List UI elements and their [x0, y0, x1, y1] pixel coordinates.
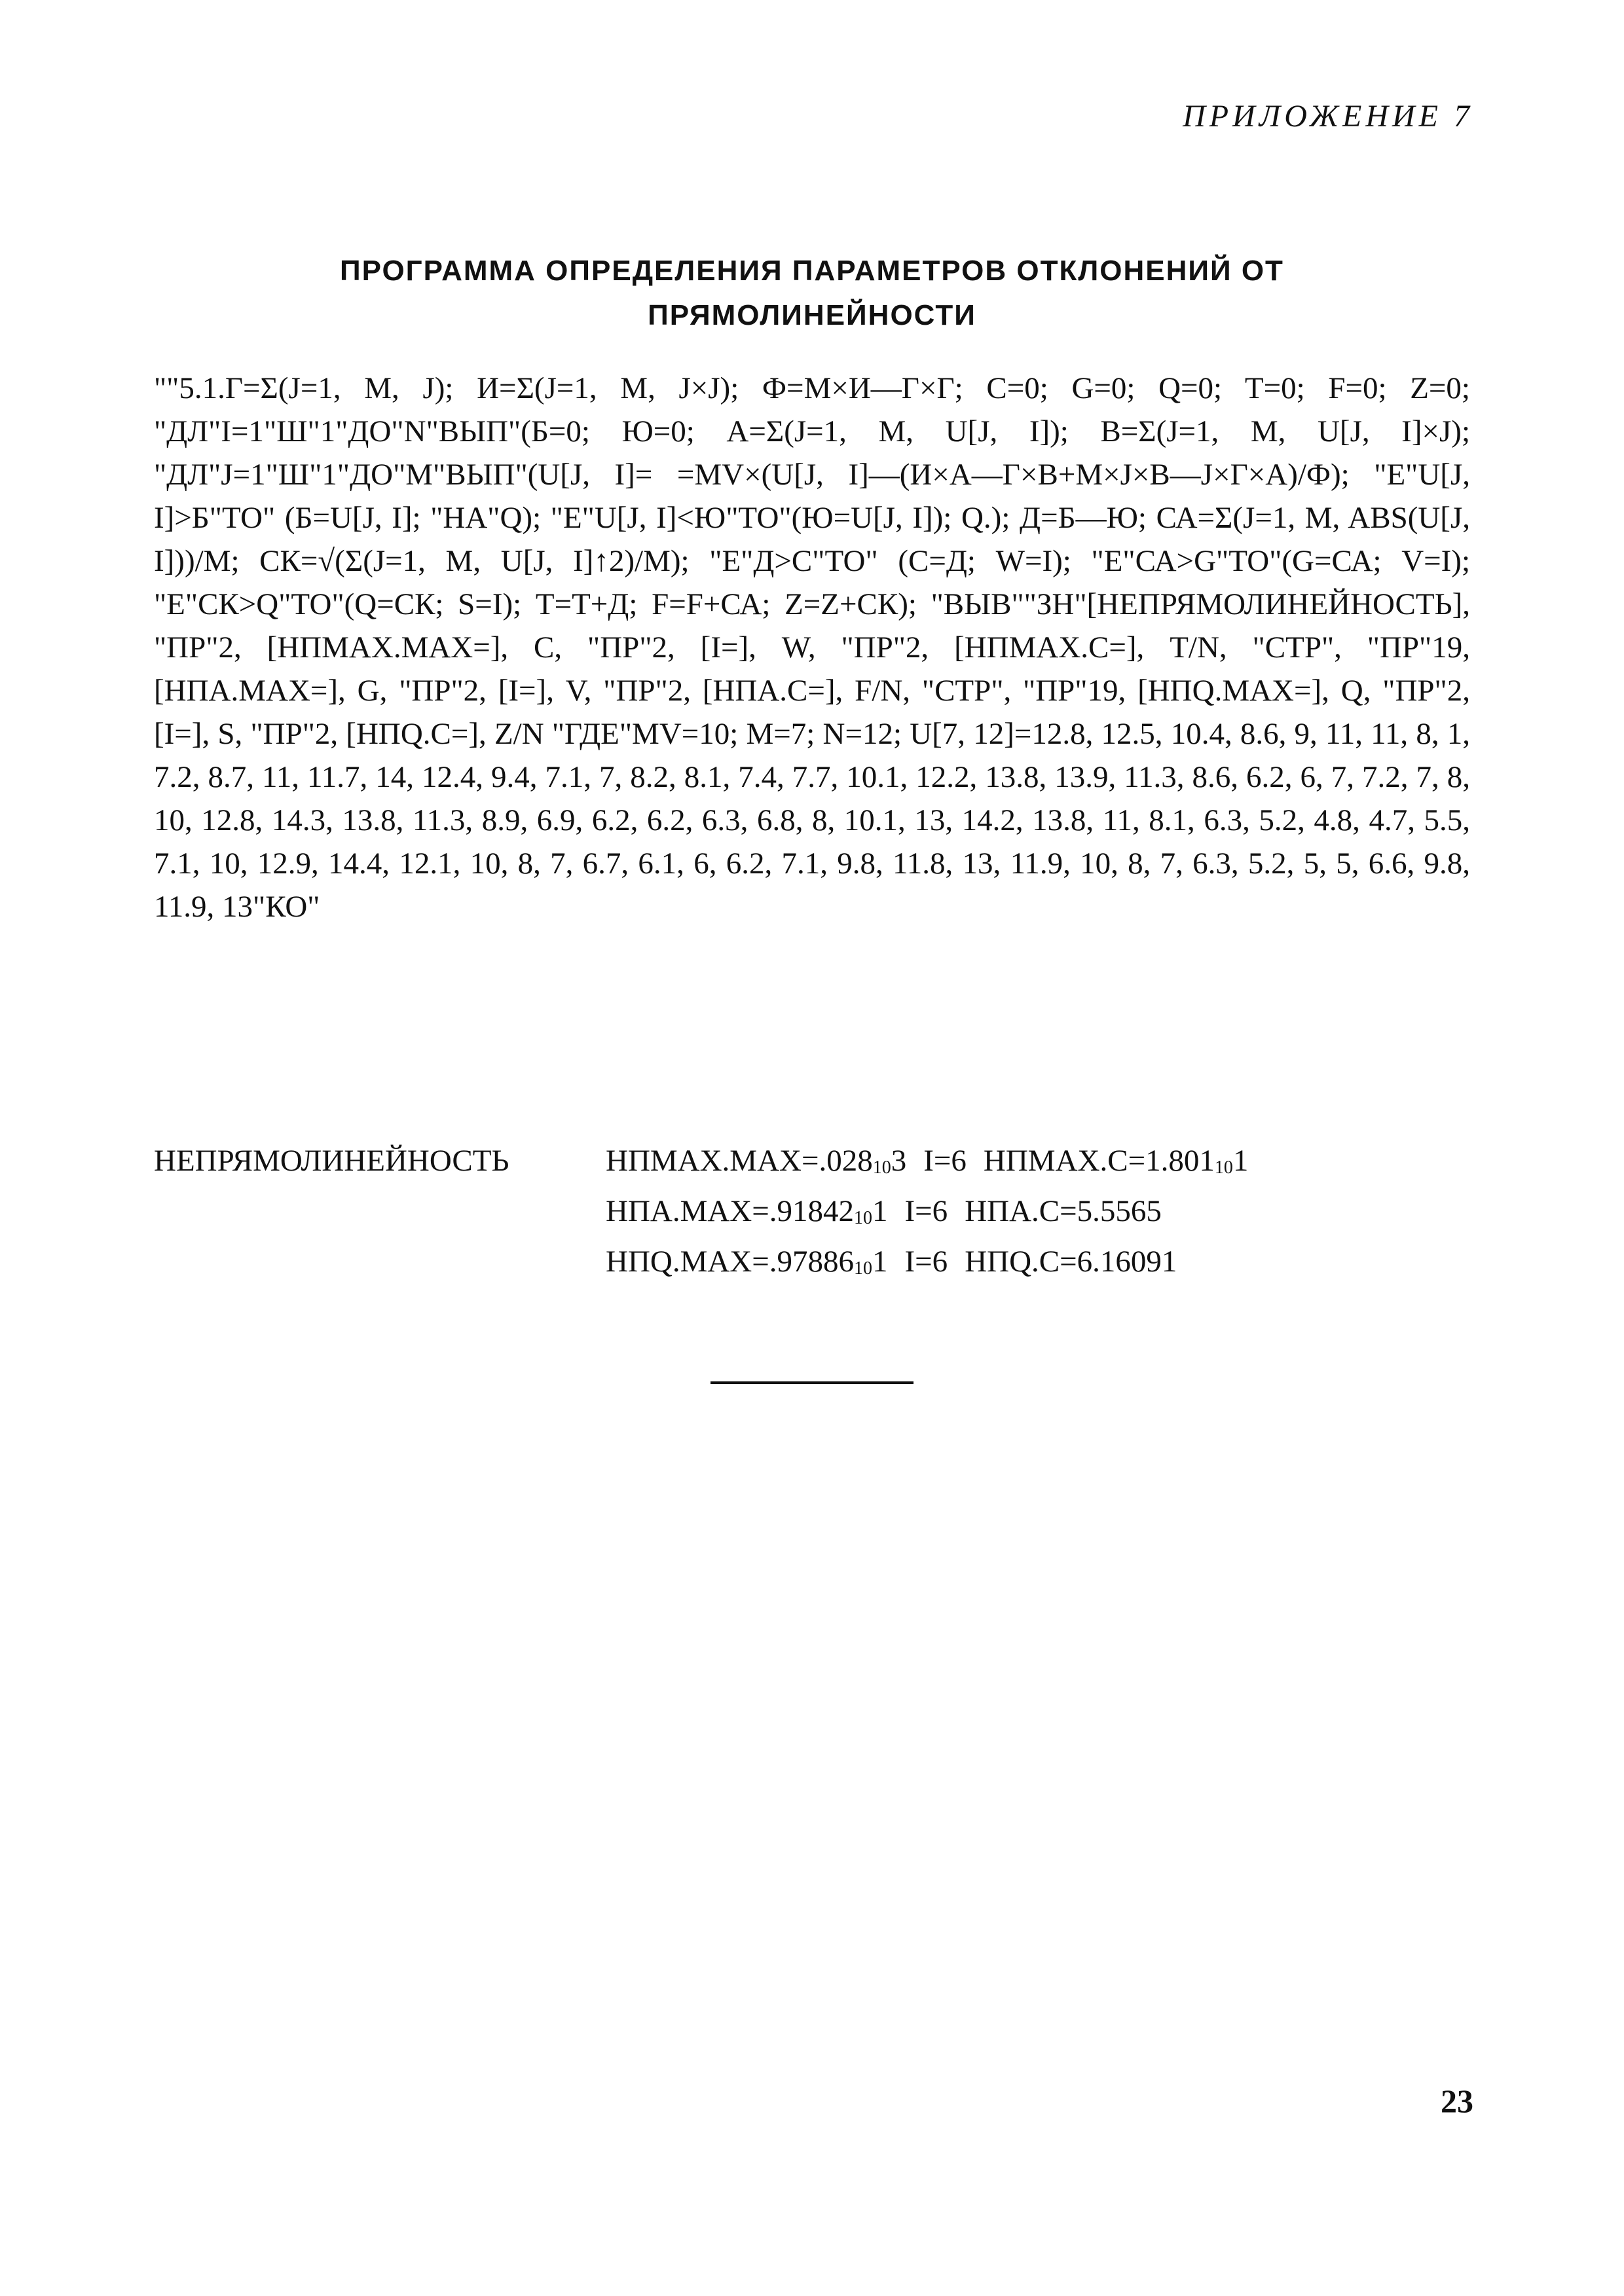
result-indent	[154, 1240, 606, 1290]
result-mean: $НПМАХ.С=1.801_{10}1$	[983, 1144, 1249, 1178]
title-line-1: ПРОГРАММА ОПРЕДЕЛЕНИЯ ПАРАМЕТРОВ ОТКЛОНЕНИЙ ОТ	[340, 255, 1284, 287]
result-indent	[154, 1190, 606, 1240]
title-line-2: ПРЯМОЛИНЕЙНОСТИ	[648, 299, 976, 331]
result-row-2	[154, 1190, 1470, 1240]
result-max: $НПА.МАХ=.91842_{10}1$	[606, 1194, 888, 1228]
result-max: $НПМАХ.МАХ=.028_{10}3$	[606, 1144, 907, 1178]
result-index: I=6	[904, 1245, 948, 1279]
page-number: 23	[1441, 2083, 1473, 2119]
result-row-3	[154, 1240, 1470, 1290]
document-title	[170, 249, 1454, 338]
results-block	[154, 1139, 1470, 1290]
result-index: I=6	[923, 1144, 967, 1178]
result-max: $НПQ.МАХ=.97886_{10}1$	[606, 1245, 888, 1279]
result-index: I=6	[904, 1194, 948, 1228]
program-listing: ""5.1.Г=Σ(J=1, M, J); И=Σ(J=1, M, J×J); Ф=M×И—Г×Г; С=0; G=0; Q=0; T=0; F=0; Z=0; "ДЛ"I=1"Ш"1"ДО"N"ВЫП"(Б=0; Ю=0; А=Σ(J=1, M, U[J, I]); В=Σ(J=1, M, U[J, I]×J); "ДЛ"J=1"Ш"1"ДО"M"ВЫП"(U[J, I]= =MV×(U[J, I]—(И×А—Г×В+M×J×В—J×Г×А)/Ф); "Е"U[J, I]>Б"ТО" (Б=U[J, I]; "НА"Q); "Е"U[J, I]<Ю"ТО"(Ю=U[J, I]); Q.); Д=Б—Ю; СА=Σ(J=1, M, ABS(U[J, I]))/M; СК=√(Σ(J=1, M, U[J, I]↑2)/M); "Е"Д>С"ТО" (С=Д; W=I); "Е"СА>G"ТО"(G=СА; V=I); "Е"СК>Q"ТО"(Q=СК; S=I); T=T+Д; F=F+СА; Z=Z+СК); "ВЫВ""ЗН"[НЕПРЯМОЛИНЕЙНОСТЬ], "ПР"2, [НПМАХ.МАХ=], С, "ПР"2, [I=], W, "ПР"2, [НПМАХ.С=], T/N, "СТР", "ПР"19, [НПА.МАХ=], G, "ПР"2, [I=], V, "ПР"2, [НПА.С=], F/N, "СТР", "ПР"19, [НПQ.МАХ=], Q, "ПР"2, [I=], S, "ПР"2, [НПQ.С=], Z/N "ГДЕ"MV=10; M=7; N=12; U[7, 12]=12.8, 12.5, 10.4, 8.6, 9, 11, 11, 8, 1, 7.2, 8.7, 11, 11.7, 14, 12.4, 9.4, 7.1, 7, 8.2, 8.1, 7.4, 7.7, 10.1, 12.2, 13.8, 13.9, 11.3, 8.6, 6.2, 6, 7, 7.2, 7, 8, 10, 12.8, 14.3, 13.8, 11.3, 8.9, 6.9, 6.2, 6.2, 6.3, 6.8, 8, 10.1, 13, 14.2, 13.8, 11, 8.1, 6.3, 5.2, 4.8, 4.7, 5.5, 7.1, 10, 12.9, 14.4, 12.1, 10, 8, 7, 6.7, 6.1, 6, 6.2, 7.1, 9.8, 11.8, 13, 11.9, 10, 8, 7, 6.3, 5.2, 5, 5, 6.6, 9.8, 11.9, 13"КО"	[154, 371, 1470, 924]
section-divider	[710, 1381, 913, 1384]
appendix-label: ПРИЛОЖЕНИЕ 7	[1183, 99, 1473, 134]
result-mean: НПА.С=5.5565	[965, 1194, 1162, 1228]
result-mean: НПQ.С=6.16091	[965, 1245, 1177, 1279]
result-row-1	[154, 1139, 1470, 1190]
results-heading: НЕПРЯМОЛИНЕЙНОСТЬ	[154, 1144, 509, 1178]
